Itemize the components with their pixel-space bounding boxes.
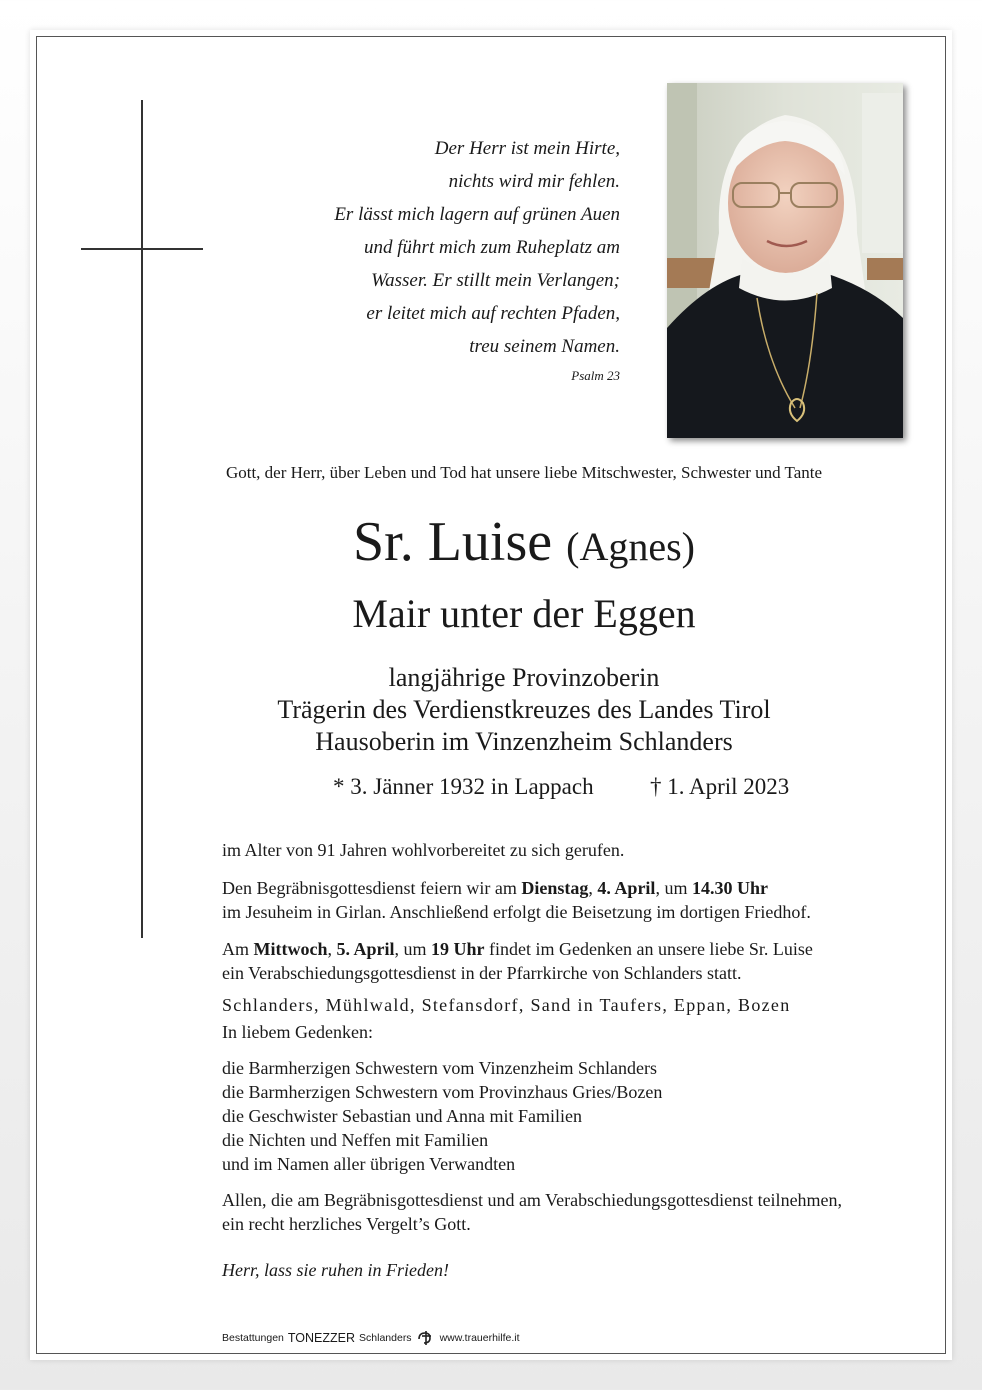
title-line: Hausoberin im Vinzenzheim Schlanders [315, 727, 733, 756]
psalm-source: Psalm 23 [571, 368, 620, 383]
age-text: im Alter von 91 Jahren wohlvorbereitet zu sich gerufen. [222, 840, 625, 860]
farewell-post: findet im Gedenken an unsere liebe Sr. Luise [484, 939, 813, 959]
farewell-line2: ein Verabschiedungsgottesdienst in der Pfarrkirche von Schlanders statt. [222, 963, 742, 983]
first-name: Sr. Luise [353, 511, 553, 573]
psalm-line: Wasser. Er stillt mein Verlangen; [371, 270, 620, 291]
mourner-line: die Barmherzigen Schwestern vom Vinzenzheim Schlanders [222, 1058, 657, 1078]
psalm-line: Der Herr ist mein Hirte, [434, 138, 620, 159]
farewell-date: 5. April [336, 939, 395, 959]
intro-text: Gott, der Herr, über Leben und Tod hat unsere liebe Mitschwester, Schwester und Tante [225, 463, 823, 482]
funeral-time: 14.30 Uhr [691, 878, 768, 898]
mourner-line: die Geschwister Sebastian und Anna mit Familien [222, 1106, 582, 1126]
footer [222, 1330, 520, 1346]
footer-website[interactable]: www.trauerhilfe.it [439, 1332, 520, 1344]
thanks-text [222, 1188, 922, 1236]
titles-block [63, 662, 982, 758]
funeral-pre: Den Begräbnisgottesdienst feiern wir am [222, 878, 522, 898]
surname: Mair unter der Eggen [352, 591, 696, 636]
religious-name: (Agnes) [566, 524, 695, 569]
footer-town: Schlanders [359, 1332, 412, 1344]
mourners-list [222, 1056, 662, 1176]
memory-label: In liebem Gedenken: [222, 1022, 373, 1042]
funeral-info [222, 876, 922, 924]
thanks-line: Allen, die am Begräbnisgottesdienst und am Verabschiedungsgottesdienst teilnehmen, [222, 1190, 843, 1210]
thanks-line: ein recht herzliches Vergelt’s Gott. [222, 1214, 471, 1234]
deceased-name [63, 510, 982, 579]
closing-blessing: Herr, lass sie ruhen in Frieden! [222, 1260, 449, 1280]
funeral-mid: , um [655, 878, 692, 898]
farewell-pre: Am [222, 939, 254, 959]
footer-brand: TONEZZER [287, 1331, 356, 1345]
portrait-illustration [667, 83, 903, 438]
trauerhilfe-logo-icon [416, 1330, 436, 1346]
farewell-sep: , [327, 939, 337, 959]
funeral-sep: , [588, 878, 598, 898]
psalm-quote [280, 132, 620, 363]
psalm-line: Er lässt mich lagern auf grünen Auen [334, 204, 620, 225]
birth-date: * 3. Jänner 1932 in Lappach [333, 774, 594, 799]
farewell-mid: , um [394, 939, 432, 959]
psalm-line: nichts wird mir fehlen. [448, 171, 620, 192]
title-line: langjährige Provinzoberin [388, 663, 660, 692]
places-list: Schlanders, Mühlwald, Stefansdorf, Sand in Taufers, Eppan, Bozen [222, 995, 791, 1015]
funeral-line2: im Jesuheim in Girlan. Anschließend erfolgt die Beisetzung im dortigen Friedhof. [222, 902, 811, 922]
psalm-line: treu seinem Namen. [469, 336, 620, 357]
psalm-line: er leitet mich auf rechten Pfaden, [366, 303, 620, 324]
death-date: † 1. April 2023 [650, 774, 790, 799]
farewell-time: 19 Uhr [431, 939, 485, 959]
mourner-line: und im Namen aller übrigen Verwandten [222, 1154, 516, 1174]
mourner-line: die Barmherzigen Schwestern vom Provinzhaus Gries/Bozen [222, 1082, 663, 1102]
farewell-day: Mittwoch [253, 939, 328, 959]
cross-horizontal-bar [81, 248, 203, 250]
title-line: Trägerin des Verdienstkreuzes des Landes Tirol [277, 695, 771, 724]
portrait-photo [667, 83, 903, 438]
footer-prefix: Bestattungen [222, 1332, 284, 1344]
funeral-day: Dienstag [521, 878, 589, 898]
mourner-line: die Nichten und Neffen mit Familien [222, 1130, 489, 1150]
funeral-date: 4. April [597, 878, 656, 898]
obituary-sheet [30, 30, 952, 1360]
farewell-info [222, 937, 922, 985]
psalm-line: und führt mich zum Ruheplatz am [364, 237, 620, 258]
